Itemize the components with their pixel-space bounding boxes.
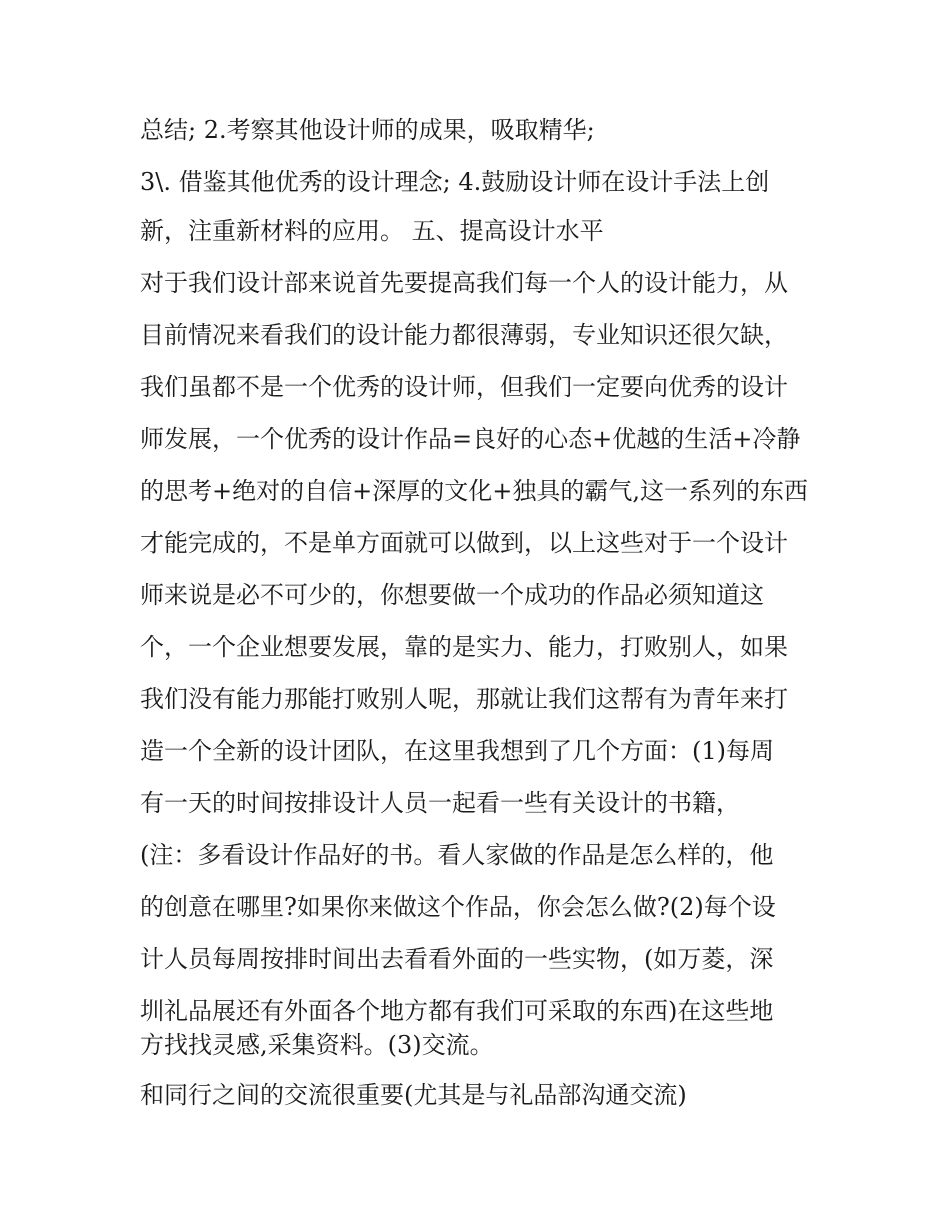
text-line: 和同行之间的交流很重要(尤其是与礼品部沟通交流) xyxy=(140,1081,687,1109)
text-line: 的思考+绝对的自信+深厚的文化+独具的霸气,这一系列的东西 xyxy=(140,477,808,505)
text-line: 才能完成的，不是单方面就可以做到，以上这些对于一个设计 xyxy=(140,529,788,557)
text-line: 有一天的时间按排设计人员一起看一些有关设计的书籍， xyxy=(140,789,740,817)
text-line: 的创意在哪里?如果你来做这个作品，你会怎么做?(2)每个设 xyxy=(140,893,776,921)
text-line: 方找找灵感,采集资料。(3)交流。 xyxy=(140,1031,494,1059)
text-line: 造一个全新的设计团队，在这里我想到了几个方面：(1)每周 xyxy=(140,737,774,765)
text-line: 新，注重新材料的应用。 五、提高设计水平 xyxy=(140,217,604,245)
text-line: 师发展，一个优秀的设计作品=良好的心态+优越的生活+冷静 xyxy=(140,425,801,453)
text-line: 我们没有能力那能打败别人呢，那就让我们这帮有为青年来打 xyxy=(140,685,788,713)
text-line: 个，一个企业想要发展，靠的是实力、能力，打败别人，如果 xyxy=(140,633,788,661)
text-line: 目前情况来看我们的设计能力都很薄弱，专业知识还很欠缺， xyxy=(140,321,788,349)
text-line: 圳礼品展还有外面各个地方都有我们可采取的东西)在这些地 xyxy=(140,997,774,1025)
text-line: 总结; 2.考察其他设计师的成果，吸取精华; xyxy=(140,116,595,144)
text-line: 计人员每周按排时间出去看看外面的一些实物，(如万菱，深 xyxy=(140,945,774,973)
text-line: (注：多看设计作品好的书。看人家做的作品是怎么样的，他 xyxy=(140,841,774,869)
text-line: 3\. 借鉴其他优秀的设计理念; 4.鼓励设计师在设计手法上创 xyxy=(140,168,770,196)
text-line: 我们虽都不是一个优秀的设计师，但我们一定要向优秀的设计 xyxy=(140,373,788,401)
text-line: 对于我们设计部来说首先要提高我们每一个人的设计能力，从 xyxy=(140,269,788,297)
text-line: 师来说是必不可少的，你想要做一个成功的作品必须知道这 xyxy=(140,581,764,609)
